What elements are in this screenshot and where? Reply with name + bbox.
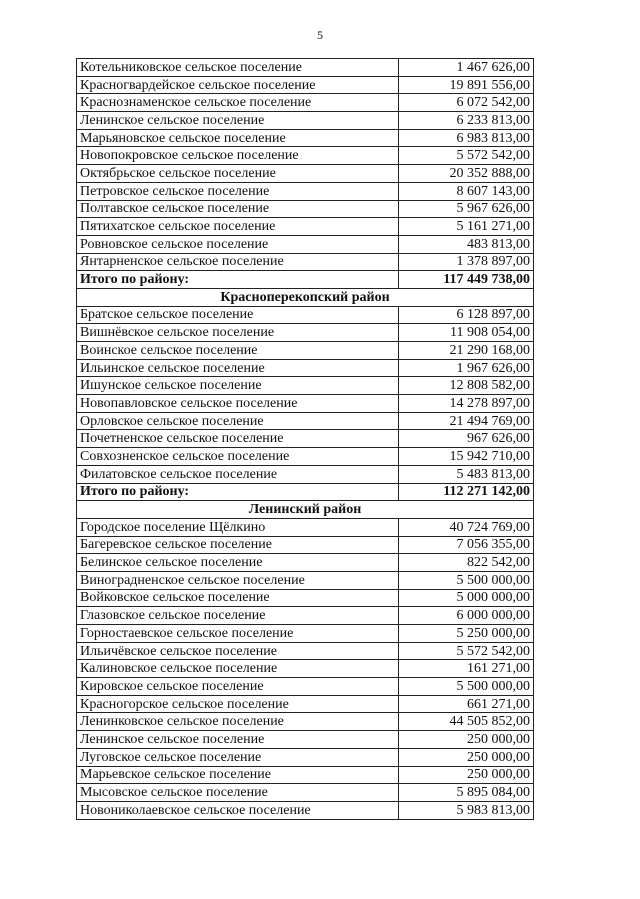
table-row [77,430,534,448]
region-title: Ленинский район [77,501,534,519]
settlement-name: Марьевское сельское поселение [77,766,399,784]
table-row [77,625,534,643]
table-row [77,713,534,731]
settlement-name: Ленинское сельское поселение [77,731,399,749]
amount-cell: 5 983 813,00 [399,801,534,819]
settlement-name: Кировское сельское поселение [77,678,399,696]
budget-table [76,58,534,820]
settlement-name: Ленинское сельское поселение [77,112,399,130]
table-row [77,571,534,589]
settlement-name: Багеревское сельское поселение [77,536,399,554]
settlement-name: Почетненское сельское поселение [77,430,399,448]
amount-cell: 1 467 626,00 [399,59,534,77]
table-row [77,76,534,94]
table-row [77,200,534,218]
settlement-name: Новопокровское сельское поселение [77,147,399,165]
amount-cell: 20 352 888,00 [399,165,534,183]
settlement-name: Ильинское сельское поселение [77,359,399,377]
settlement-name: Октябрьское сельское поселение [77,165,399,183]
settlement-name: Горностаевское сельское поселение [77,625,399,643]
amount-cell: 40 724 769,00 [399,518,534,536]
amount-cell: 5 572 542,00 [399,147,534,165]
table-row [77,129,534,147]
settlement-name: Красногвардейское сельское поселение [77,76,399,94]
amount-cell: 12 808 582,00 [399,377,534,395]
amount-cell: 7 056 355,00 [399,536,534,554]
amount-cell: 5 895 084,00 [399,784,534,802]
table-row [77,766,534,784]
total-label: Итого по району: [77,483,399,501]
budget-table-body [77,59,534,820]
amount-cell: 21 494 769,00 [399,412,534,430]
settlement-name: Полтавское сельское поселение [77,200,399,218]
settlement-name: Луговское сельское поселение [77,748,399,766]
amount-cell: 6 128 897,00 [399,306,534,324]
page-number: 5 [317,28,323,42]
settlement-name: Янтарненское сельское поселение [77,253,399,271]
settlement-name: Пятихатское сельское поселение [77,218,399,236]
settlement-name: Ишунское сельское поселение [77,377,399,395]
region-header-row [77,288,534,306]
settlement-name: Ильичёвское сельское поселение [77,642,399,660]
settlement-name: Орловское сельское поселение [77,412,399,430]
amount-cell: 44 505 852,00 [399,713,534,731]
amount-cell: 19 891 556,00 [399,76,534,94]
table-row [77,94,534,112]
settlement-name: Мысовское сельское поселение [77,784,399,802]
settlement-name: Братское сельское поселение [77,306,399,324]
settlement-name: Филатовское сельское поселение [77,465,399,483]
settlement-name: Котельниковское сельское поселение [77,59,399,77]
table-row [77,112,534,130]
amount-cell: 661 271,00 [399,695,534,713]
table-row [77,518,534,536]
table-row [77,607,534,625]
settlement-name: Войковское сельское поселение [77,589,399,607]
amount-cell: 1 967 626,00 [399,359,534,377]
amount-cell: 1 378 897,00 [399,253,534,271]
table-row [77,695,534,713]
region-title: Красноперекопский район [77,288,534,306]
table-row [77,395,534,413]
amount-cell: 15 942 710,00 [399,448,534,466]
settlement-name: Ленинковское сельское поселение [77,713,399,731]
table-row [77,748,534,766]
district-total-row [77,483,534,501]
table-row [77,678,534,696]
table-row [77,465,534,483]
table-row [77,554,534,572]
total-amount: 112 271 142,00 [399,483,534,501]
amount-cell: 5 572 542,00 [399,642,534,660]
amount-cell: 21 290 168,00 [399,342,534,360]
settlement-name: Марьяновское сельское поселение [77,129,399,147]
settlement-name: Красногорское сельское поселение [77,695,399,713]
amount-cell: 6 072 542,00 [399,94,534,112]
amount-cell: 6 983 813,00 [399,129,534,147]
table-row [77,165,534,183]
table-row [77,235,534,253]
settlement-name: Калиновское сельское поселение [77,660,399,678]
table-row [77,359,534,377]
table-row [77,182,534,200]
amount-cell: 11 908 054,00 [399,324,534,342]
table-row [77,147,534,165]
amount-cell: 250 000,00 [399,731,534,749]
amount-cell: 8 607 143,00 [399,182,534,200]
table-row [77,59,534,77]
amount-cell: 5 250 000,00 [399,625,534,643]
total-amount: 117 449 738,00 [399,271,534,289]
amount-cell: 6 000 000,00 [399,607,534,625]
amount-cell: 5 483 813,00 [399,465,534,483]
table-row [77,377,534,395]
amount-cell: 161 271,00 [399,660,534,678]
settlement-name: Ровновское сельское поселение [77,235,399,253]
table-row [77,306,534,324]
amount-cell: 14 278 897,00 [399,395,534,413]
amount-cell: 250 000,00 [399,766,534,784]
amount-cell: 5 500 000,00 [399,571,534,589]
amount-cell: 5 967 626,00 [399,200,534,218]
settlement-name: Глазовское сельское поселение [77,607,399,625]
amount-cell: 5 161 271,00 [399,218,534,236]
table-row [77,324,534,342]
table-row [77,536,534,554]
amount-cell: 967 626,00 [399,430,534,448]
settlement-name: Городское поселение Щёлкино [77,518,399,536]
amount-cell: 822 542,00 [399,554,534,572]
table-row [77,218,534,236]
table-row [77,660,534,678]
table-row [77,784,534,802]
settlement-name: Вишнёвское сельское поселение [77,324,399,342]
table-row [77,731,534,749]
table-row [77,412,534,430]
table-row [77,448,534,466]
amount-cell: 5 500 000,00 [399,678,534,696]
settlement-name: Новопавловское сельское поселение [77,395,399,413]
settlement-name: Воинское сельское поселение [77,342,399,360]
table-row [77,342,534,360]
total-label: Итого по району: [77,271,399,289]
settlement-name: Новониколаевское сельское поселение [77,801,399,819]
district-total-row [77,271,534,289]
table-row [77,589,534,607]
settlement-name: Краснознаменское сельское поселение [77,94,399,112]
region-header-row [77,501,534,519]
table-row [77,642,534,660]
amount-cell: 250 000,00 [399,748,534,766]
settlement-name: Совхозненское сельское поселение [77,448,399,466]
amount-cell: 6 233 813,00 [399,112,534,130]
amount-cell: 483 813,00 [399,235,534,253]
amount-cell: 5 000 000,00 [399,589,534,607]
settlement-name: Петровское сельское поселение [77,182,399,200]
settlement-name: Виноградненское сельское поселение [77,571,399,589]
table-row [77,253,534,271]
settlement-name: Белинское сельское поселение [77,554,399,572]
table-row [77,801,534,819]
